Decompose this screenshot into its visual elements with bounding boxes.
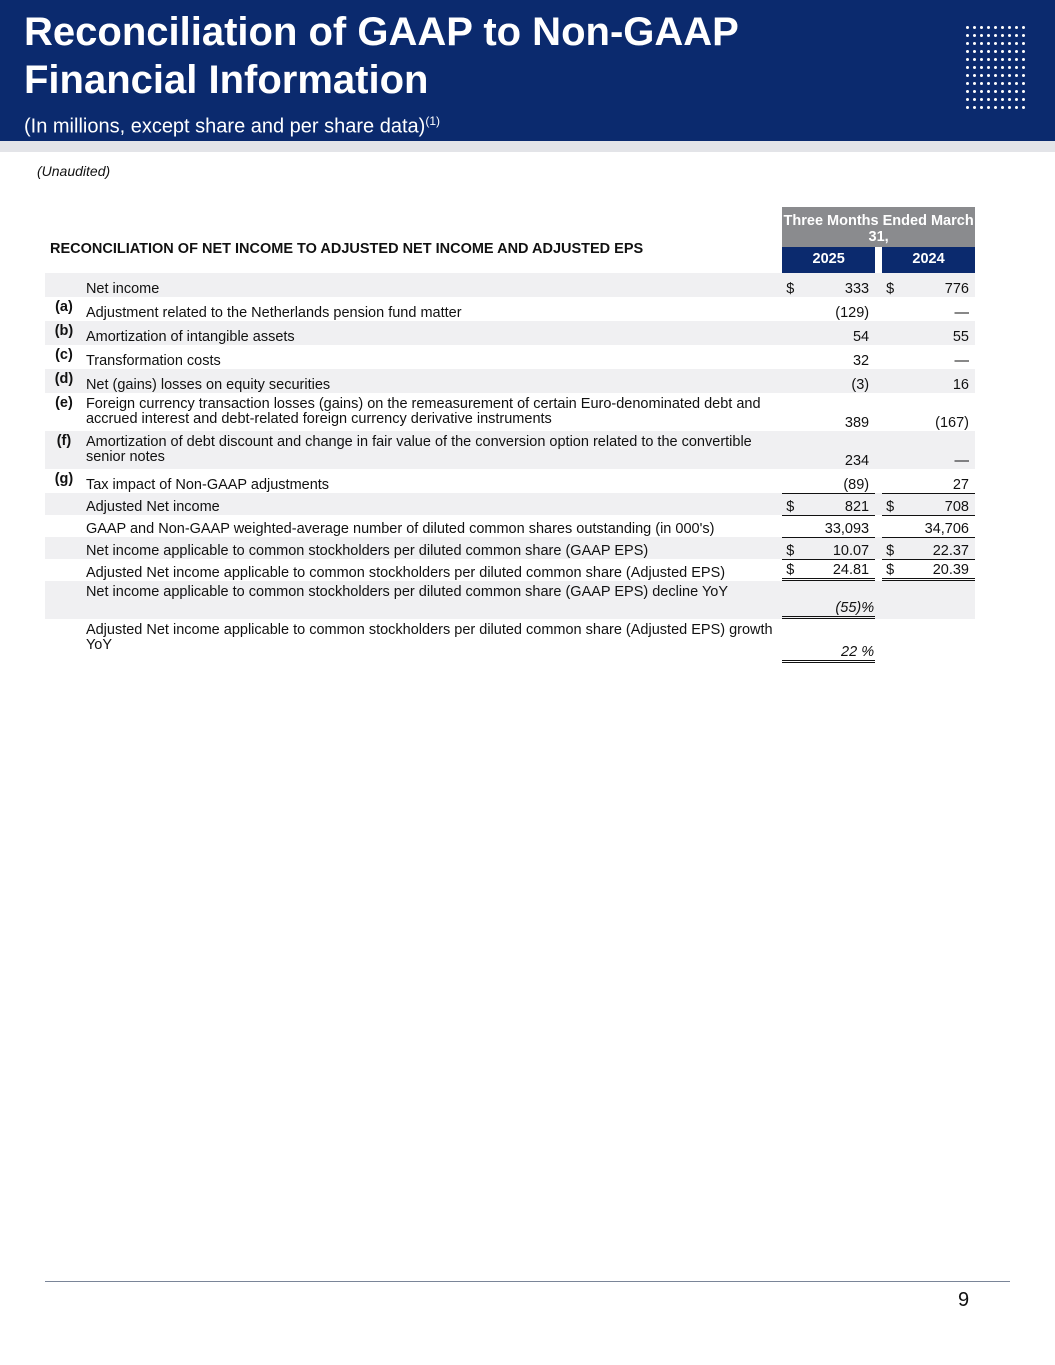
value-text: 34,706: [924, 521, 969, 537]
value-text: 234: [844, 453, 870, 469]
table-row: [45, 537, 975, 559]
value-text: 33,093: [824, 521, 870, 537]
row-description: Tax impact of Non-GAAP adjustments: [85, 477, 330, 493]
row-description: Amortization of intangible assets: [83, 321, 782, 345]
value-text: 821: [844, 499, 870, 515]
value-text: (167): [935, 415, 969, 431]
row-description: Adjusted Net income: [83, 493, 782, 515]
period-header: Three Months Ended March 31,: [782, 207, 975, 247]
row-description: Adjusted Net income applicable to common stockholders per diluted common share (Adjusted EPS): [85, 565, 726, 581]
value-text: 708: [944, 499, 969, 515]
value-2024: [882, 345, 975, 369]
row-reference: (g): [54, 471, 74, 487]
table-row: [45, 321, 975, 345]
row-description: Foreign currency transaction losses (gains) on the remeasurement of certain Euro-denominated debt and accrued interest and debt-related foreign currency derivative instruments: [85, 396, 761, 427]
value-2025: [782, 581, 875, 619]
dot-pattern-decoration: [966, 26, 1030, 114]
section-title: RECONCILIATION OF NET INCOME TO ADJUSTED NET INCOME AND ADJUSTED EPS: [50, 241, 644, 257]
value-text: 10.07: [832, 543, 870, 559]
value-2024: [882, 273, 975, 297]
row-description: Adjustment related to the Netherlands pension fund matter: [85, 305, 462, 321]
row-reference: (f): [45, 431, 83, 469]
value-text: 32: [852, 353, 870, 369]
value-2025: [782, 345, 875, 369]
value-text: 333: [844, 281, 870, 297]
value-text: (55)%: [835, 600, 875, 616]
value-text: 776: [944, 281, 969, 297]
table-row: [45, 273, 975, 297]
value-2025: [782, 369, 875, 393]
row-description: Net (gains) losses on equity securities: [83, 369, 782, 393]
value-text: 16: [952, 377, 969, 393]
value-2025: [782, 493, 875, 515]
value-text: —: [954, 305, 969, 321]
currency-symbol: $: [786, 499, 795, 515]
footnote-marker: (1): [425, 114, 440, 128]
value-text: —: [954, 453, 969, 469]
value-2024: [882, 559, 975, 581]
value-text: 20.39: [932, 562, 969, 578]
value-text: 22.37: [932, 543, 969, 559]
title-line-1: Reconciliation of GAAP to Non-GAAP: [24, 10, 739, 54]
value-2024: [882, 321, 975, 345]
value-2024: [882, 619, 975, 663]
row-reference: [45, 273, 83, 297]
table-row: [45, 297, 975, 321]
currency-symbol: $: [786, 562, 795, 578]
row-reference: [45, 619, 83, 663]
row-reference: (b): [45, 321, 83, 345]
value-text: 22 %: [841, 644, 875, 660]
value-2025: [782, 619, 875, 663]
value-2024: [882, 369, 975, 393]
row-reference: [45, 581, 83, 619]
value-text: 27: [952, 477, 969, 493]
subtitle-text: (In millions, except share and per share data): [24, 115, 426, 138]
value-2025: [782, 273, 875, 297]
row-description: Adjusted Net income applicable to common stockholders per diluted common share (Adjusted EPS) growth YoY: [85, 622, 773, 653]
table-row: [45, 493, 975, 515]
row-reference: [45, 515, 83, 537]
page-number: 9: [958, 1289, 970, 1311]
table-row: [45, 581, 975, 619]
row-reference: (d): [45, 369, 83, 393]
value-2025: [782, 469, 875, 493]
currency-symbol: $: [886, 281, 895, 297]
table-row: [45, 469, 975, 493]
value-2025: [782, 559, 875, 581]
value-2025: [782, 321, 875, 345]
row-description: Amortization of debt discount and change in fair value of the conversion option related to the convertible senior notes: [83, 431, 782, 469]
table-row: [45, 515, 975, 537]
value-text: 54: [852, 329, 870, 345]
year-header-2024: 2024: [882, 247, 975, 273]
currency-symbol: $: [886, 562, 895, 578]
table-row: [45, 559, 975, 581]
row-reference: (c): [55, 347, 73, 363]
value-2025: [782, 537, 875, 559]
currency-symbol: $: [786, 281, 795, 297]
header-banner: [0, 0, 1055, 141]
row-description: GAAP and Non-GAAP weighted-average number of diluted common shares outstanding (in 000's): [85, 521, 715, 537]
value-2024: [882, 515, 975, 537]
value-2024: [882, 393, 975, 431]
value-2024: [882, 469, 975, 493]
value-text: 24.81: [832, 562, 870, 578]
table-row: [45, 369, 975, 393]
value-text: (129): [835, 305, 870, 321]
value-2024: [882, 431, 975, 469]
value-text: 389: [844, 415, 870, 431]
row-reference: (e): [55, 395, 73, 411]
header-stripe: [0, 141, 1055, 152]
currency-symbol: $: [786, 543, 795, 559]
page-subtitle: [24, 108, 440, 140]
row-reference: [45, 559, 83, 581]
value-text: (3): [851, 377, 870, 393]
table-row: [45, 619, 975, 663]
value-2024: [882, 493, 975, 515]
row-description: Transformation costs: [85, 353, 221, 369]
row-reference: [45, 493, 83, 515]
table-row: [45, 431, 975, 469]
value-2024: [882, 537, 975, 559]
row-reference: [45, 537, 83, 559]
value-2025: [782, 431, 875, 469]
row-description: Net income applicable to common stockholders per diluted common share (GAAP EPS): [83, 537, 782, 559]
table-row: [45, 345, 975, 369]
value-text: (89): [843, 477, 870, 493]
currency-symbol: $: [886, 499, 895, 515]
reconciliation-table: [45, 207, 975, 663]
value-2024: [882, 581, 975, 619]
footer-divider: [45, 1281, 1010, 1282]
row-description: Net income applicable to common stockholders per diluted common share (GAAP EPS) decline YoY: [83, 581, 782, 619]
row-reference: (a): [55, 299, 73, 315]
value-text: 55: [952, 329, 969, 345]
page-title: [24, 8, 739, 104]
value-2025: [782, 297, 875, 321]
year-header-2025: 2025: [782, 247, 875, 273]
value-2025: [782, 515, 875, 537]
value-2025: [782, 393, 875, 431]
table-row: [45, 393, 975, 431]
unaudited-label: (Unaudited): [37, 163, 111, 179]
row-description: Net income: [83, 273, 782, 297]
title-line-2: Financial Information: [24, 58, 429, 102]
value-2024: [882, 297, 975, 321]
currency-symbol: $: [886, 543, 895, 559]
value-text: —: [954, 353, 969, 369]
